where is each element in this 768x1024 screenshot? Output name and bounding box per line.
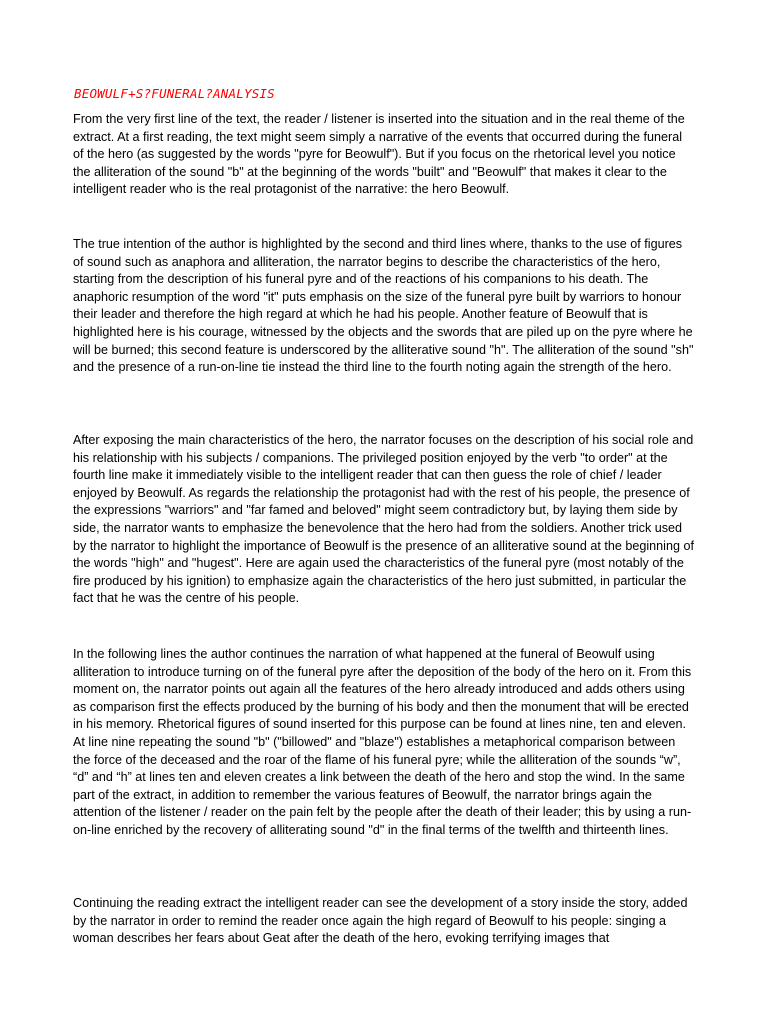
body-paragraph-2: The true intention of the author is highlighted by the second and third lines where, thanks to the use of figures of sound such as anaphora and alliteration, the narrator begins to describe the characteristics of the hero, starting from the description of his funeral pyre and of the reactions of his companions to his death. The anaphoric resumption of the word "it" puts emphasis on the size of the funeral pyre built by warriors to honour their leader and therefore the high regard at which he had his people. Another feature of Beowulf that is highlighted here is his courage, witnessed by the objects and the swords that are piled up on the pyre where he will be burned; this second feature is underscored by the alliterative sound "h". The alliteration of the sound "sh" and the presence of a run-on-line tie instead the third line to the fourth noting again the strength of the hero.: [73, 237, 694, 375]
body-paragraph-1: From the very first line of the text, the reader / listener is inserted into the situation and in the real theme of the extract. At a first reading, the text might seem simply a narrative of the events that occurred during the funeral of the hero (as suggested by the words "pyre for Beowulf"). But if you focus on the rhetorical level you notice the alliteration of the sound "b" at the beginning of the words "built" and "Beowulf" that makes it clear to the intelligent reader who is the real protagonist of the narrative: the hero Beowulf.: [73, 112, 685, 197]
body-paragraph-5: Continuing the reading extract the intelligent reader can see the development of a story inside the story, added by the narrator in order to remind the reader once again the high regard of Beowulf to his people: singing a woman describes her fears about Geat after the death of the hero, evoking terrifying images that: [73, 896, 688, 946]
body-paragraph-3: After exposing the main characteristics of the hero, the narrator focuses on the description of his social role and his relationship with his subjects / companions. The privileged position enjoyed by the verb "to order" at the fourth line make it immediately visible to the intelligent reader that can then guess the role of chief / leader enjoyed by Beowulf. As regards the relationship the protagonist had with the rest of his people, the presence of the expressions "warriors" and "far famed and beloved" might seem contradictory but, by laying them side by side, the narrator wants to emphasize the benevolence that the hero had from the soldiers. Another trick used by the narrator to highlight the importance of Beowulf is the presence of an alliterative sound at the beginning of the words "high" and "hugest". Here are again used the characteristics of the funeral pyre (most notably of the fire produced by his ignition) to emphasize again the characteristics of the hero just submitted, in particular the fact that he was the centre of his people.: [73, 433, 694, 606]
body-paragraph-4: In the following lines the author continues the narration of what happened at the funeral of Beowulf using alliteration to introduce turning on of the funeral pyre after the deposition of the body of the hero on it. From this moment on, the narrator points out again all the features of the hero already introduced and adds others using as comparison first the effects produced by the burning of his body and then the monument that will be erected in his memory. Rhetorical figures of sound inserted for this purpose can be found at lines nine, ten and eleven. At line nine repeating the sound "b" ("billowed" and "blaze") establishes a metaphorical comparison between the force of the deceased and the roar of the flame of his funeral pyre; while the alliteration of the sounds “w”, “d” and “h” at lines ten and eleven creates a link between the death of the hero and stop the wind. In the same part of the extract, in addition to remember the various features of Beowulf, the narrator brings again the attention of the listener / reader on the pain felt by the people after the death of their leader; this by using a run-on-line enriched by the recovery of alliterating sound "d" in the final terms of the twelfth and thirteenth lines.: [73, 647, 692, 837]
document-title: BEOWULF+S?FUNERAL?ANALYSIS: [74, 86, 275, 101]
